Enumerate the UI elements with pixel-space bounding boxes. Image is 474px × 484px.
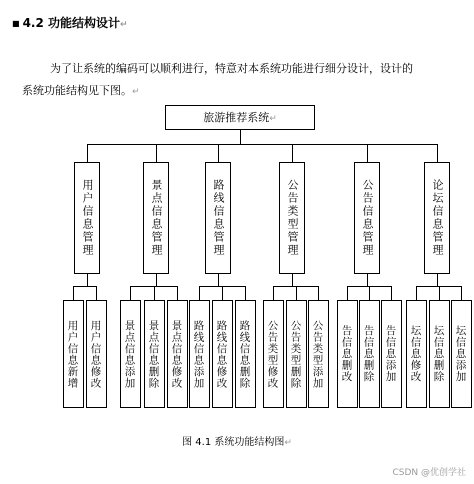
- figure-caption-text: 图 4.1 系统功能结构图: [182, 437, 285, 448]
- connector-line: [218, 144, 219, 162]
- function-node: [286, 300, 307, 408]
- connector-line: [73, 286, 74, 300]
- function-node: [212, 300, 233, 408]
- function-node-label: 路线信息添加: [192, 319, 205, 389]
- function-node: [167, 300, 188, 408]
- function-node: [86, 300, 107, 408]
- connector-line: [437, 274, 438, 286]
- module-node-label: 景点信息管理: [150, 179, 163, 257]
- function-node-label: 公告类型删除: [289, 319, 302, 389]
- function-node: [144, 300, 165, 408]
- function-node: [189, 300, 210, 408]
- connector-line: [391, 286, 392, 300]
- paragraph-mark: ↵: [120, 20, 128, 30]
- connector-line: [318, 286, 319, 300]
- module-node: [74, 162, 100, 274]
- function-node-label: 用户信息新增: [66, 319, 79, 389]
- root-node: [165, 105, 315, 130]
- paragraph-line-2-text: 系统功能结构见下图。: [22, 84, 132, 97]
- connector-line: [292, 144, 293, 162]
- module-node-label: 论坛信息管理: [431, 179, 444, 257]
- connector-line: [87, 274, 88, 286]
- connector-line: [367, 274, 368, 286]
- module-node-label: 公告类型管理: [286, 179, 299, 257]
- paragraph-mark: ↵: [284, 438, 292, 448]
- paragraph-line-1: [50, 60, 413, 76]
- function-node: [381, 300, 402, 408]
- connector-line: [347, 286, 348, 300]
- paragraph-mark: ↵: [132, 87, 140, 97]
- connector-line: [156, 144, 157, 162]
- module-node-label: 路线信息管理: [212, 179, 225, 257]
- module-node: [354, 162, 380, 274]
- function-node: [308, 300, 329, 408]
- figure-caption: [0, 433, 474, 448]
- module-node-label: 用户信息管理: [81, 179, 94, 257]
- heading-text: 4.2 功能结构设计: [22, 16, 120, 30]
- connector-line: [369, 286, 370, 300]
- connector-line: [240, 130, 241, 144]
- connector-line: [199, 286, 200, 300]
- module-node: [279, 162, 305, 274]
- function-node-label: 路线信息删除: [238, 319, 251, 389]
- module-node-label: 公告信息管理: [361, 179, 374, 257]
- function-node-label: 景点信息添加: [123, 319, 136, 389]
- function-node-label: 用户信息修改: [89, 319, 102, 389]
- function-node-label: 公告类型添加: [311, 319, 324, 389]
- function-node-label: 告信息添加: [384, 325, 397, 383]
- connector-line: [73, 286, 97, 287]
- paragraph-line-1-text: 为了让系统的编码可以顺利进行，特意对本系统功能进行细分设计，设计的: [50, 62, 413, 75]
- root-node-label: 旅游推荐系统: [203, 111, 270, 124]
- function-node: [406, 300, 427, 408]
- connector-line: [292, 274, 293, 286]
- paragraph-line-2: [22, 82, 140, 98]
- function-node: [63, 300, 84, 408]
- function-node: [429, 300, 450, 408]
- connector-line: [222, 286, 223, 300]
- function-node: [120, 300, 141, 408]
- function-node: [451, 300, 472, 408]
- function-node-label: 告信息删除: [362, 325, 375, 383]
- paragraph-mark: ↵: [269, 114, 277, 124]
- function-node: [263, 300, 284, 408]
- function-node-label: 公告类型修改: [266, 319, 279, 389]
- connector-line: [218, 274, 219, 286]
- connector-line: [439, 286, 440, 300]
- function-node: [359, 300, 380, 408]
- module-node: [205, 162, 231, 274]
- connector-line: [154, 286, 155, 300]
- connector-line: [87, 144, 438, 145]
- connector-line: [130, 286, 131, 300]
- connector-line: [416, 286, 417, 300]
- function-node-label: 坛信息添加: [454, 325, 467, 383]
- connector-line: [273, 286, 274, 300]
- connector-line: [156, 274, 157, 286]
- connector-line: [177, 286, 178, 300]
- module-node: [424, 162, 450, 274]
- connector-line: [87, 144, 88, 162]
- function-node-label: 告信息删改: [340, 325, 353, 383]
- section-heading: [12, 14, 128, 31]
- module-node: [143, 162, 169, 274]
- connector-line: [437, 144, 438, 162]
- heading-bullet: ■: [12, 19, 20, 28]
- connector-line: [96, 286, 97, 300]
- connector-line: [245, 286, 246, 300]
- watermark: CSDN @优创学社: [392, 468, 466, 478]
- function-node-label: 景点信息删除: [147, 319, 160, 389]
- function-node: [337, 300, 358, 408]
- function-node-label: 路线信息修改: [215, 319, 228, 389]
- function-node: [235, 300, 256, 408]
- function-node-label: 坛信息删除: [432, 325, 445, 383]
- function-node-label: 坛信息修改: [409, 325, 422, 383]
- connector-line: [296, 286, 297, 300]
- connector-line: [367, 144, 368, 162]
- connector-line: [461, 286, 462, 300]
- function-node-label: 景点信息修改: [170, 319, 183, 389]
